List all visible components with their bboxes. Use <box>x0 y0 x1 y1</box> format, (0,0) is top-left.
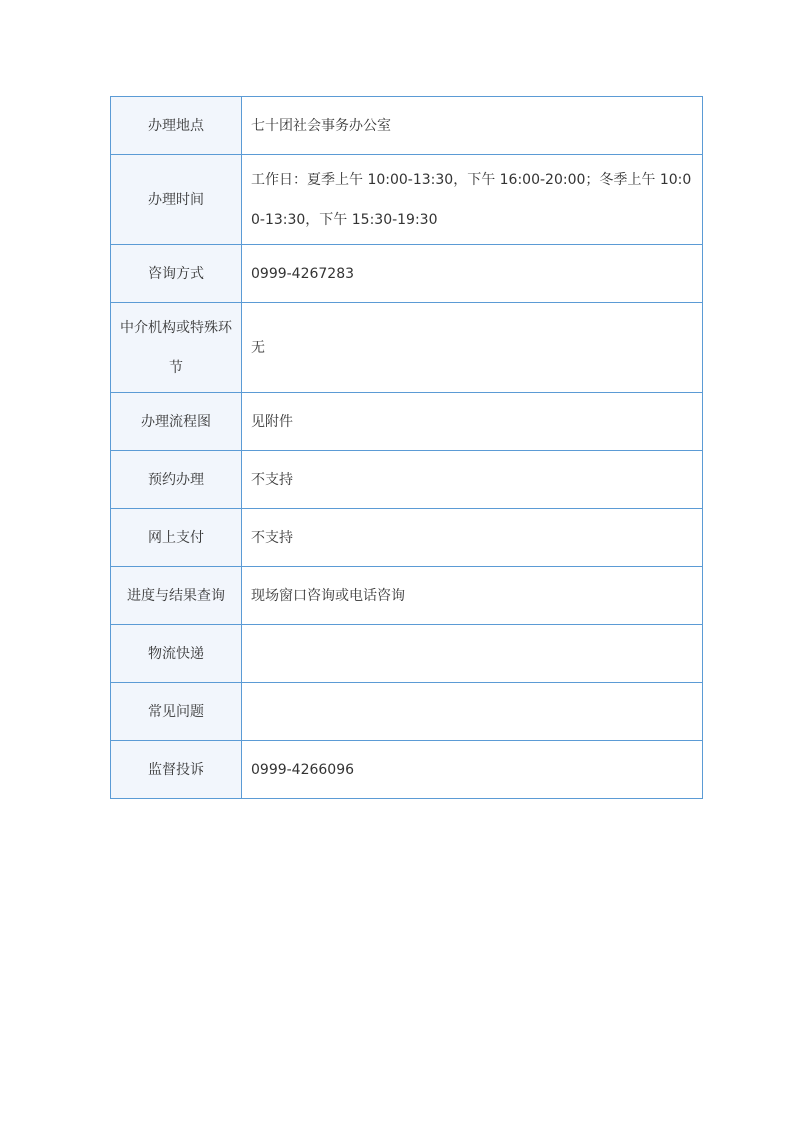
table-row <box>111 155 703 245</box>
table-row <box>111 741 703 799</box>
row-value <box>242 683 703 741</box>
row-label: 进度与结果查询 <box>111 567 242 625</box>
row-value: 现场窗口咨询或电话咨询 <box>242 567 703 625</box>
row-label: 办理流程图 <box>111 393 242 451</box>
row-value: 七十团社会事务办公室 <box>242 97 703 155</box>
row-value: 见附件 <box>242 393 703 451</box>
row-value: 不支持 <box>242 451 703 509</box>
table-row <box>111 303 703 393</box>
table-row <box>111 625 703 683</box>
row-label: 预约办理 <box>111 451 242 509</box>
row-value: 无 <box>242 303 703 393</box>
row-value <box>242 155 703 245</box>
row-label: 咨询方式 <box>111 245 242 303</box>
row-label: 监督投诉 <box>111 741 242 799</box>
table-row <box>111 567 703 625</box>
row-label: 网上支付 <box>111 509 242 567</box>
table-row <box>111 683 703 741</box>
service-info-table <box>110 96 703 799</box>
row-label: 办理地点 <box>111 97 242 155</box>
table-row <box>111 393 703 451</box>
row-value: 不支持 <box>242 509 703 567</box>
table-row <box>111 245 703 303</box>
table-row <box>111 97 703 155</box>
row-value: 0999-4267283 <box>242 245 703 303</box>
table-row <box>111 509 703 567</box>
row-label: 物流快递 <box>111 625 242 683</box>
row-label-text: 中介机构或特殊环节 <box>120 319 232 376</box>
table-row <box>111 451 703 509</box>
row-value <box>242 625 703 683</box>
row-value: 0999-4266096 <box>242 741 703 799</box>
row-label: 办理时间 <box>111 155 242 245</box>
row-value-text: 工作日：夏季上午 10:00-13:30，下午 16:00-20:00；冬季上午 10:00-13:30，下午 15:30-19:30 <box>251 171 692 228</box>
row-label: 常见问题 <box>111 683 242 741</box>
row-label <box>111 303 242 393</box>
